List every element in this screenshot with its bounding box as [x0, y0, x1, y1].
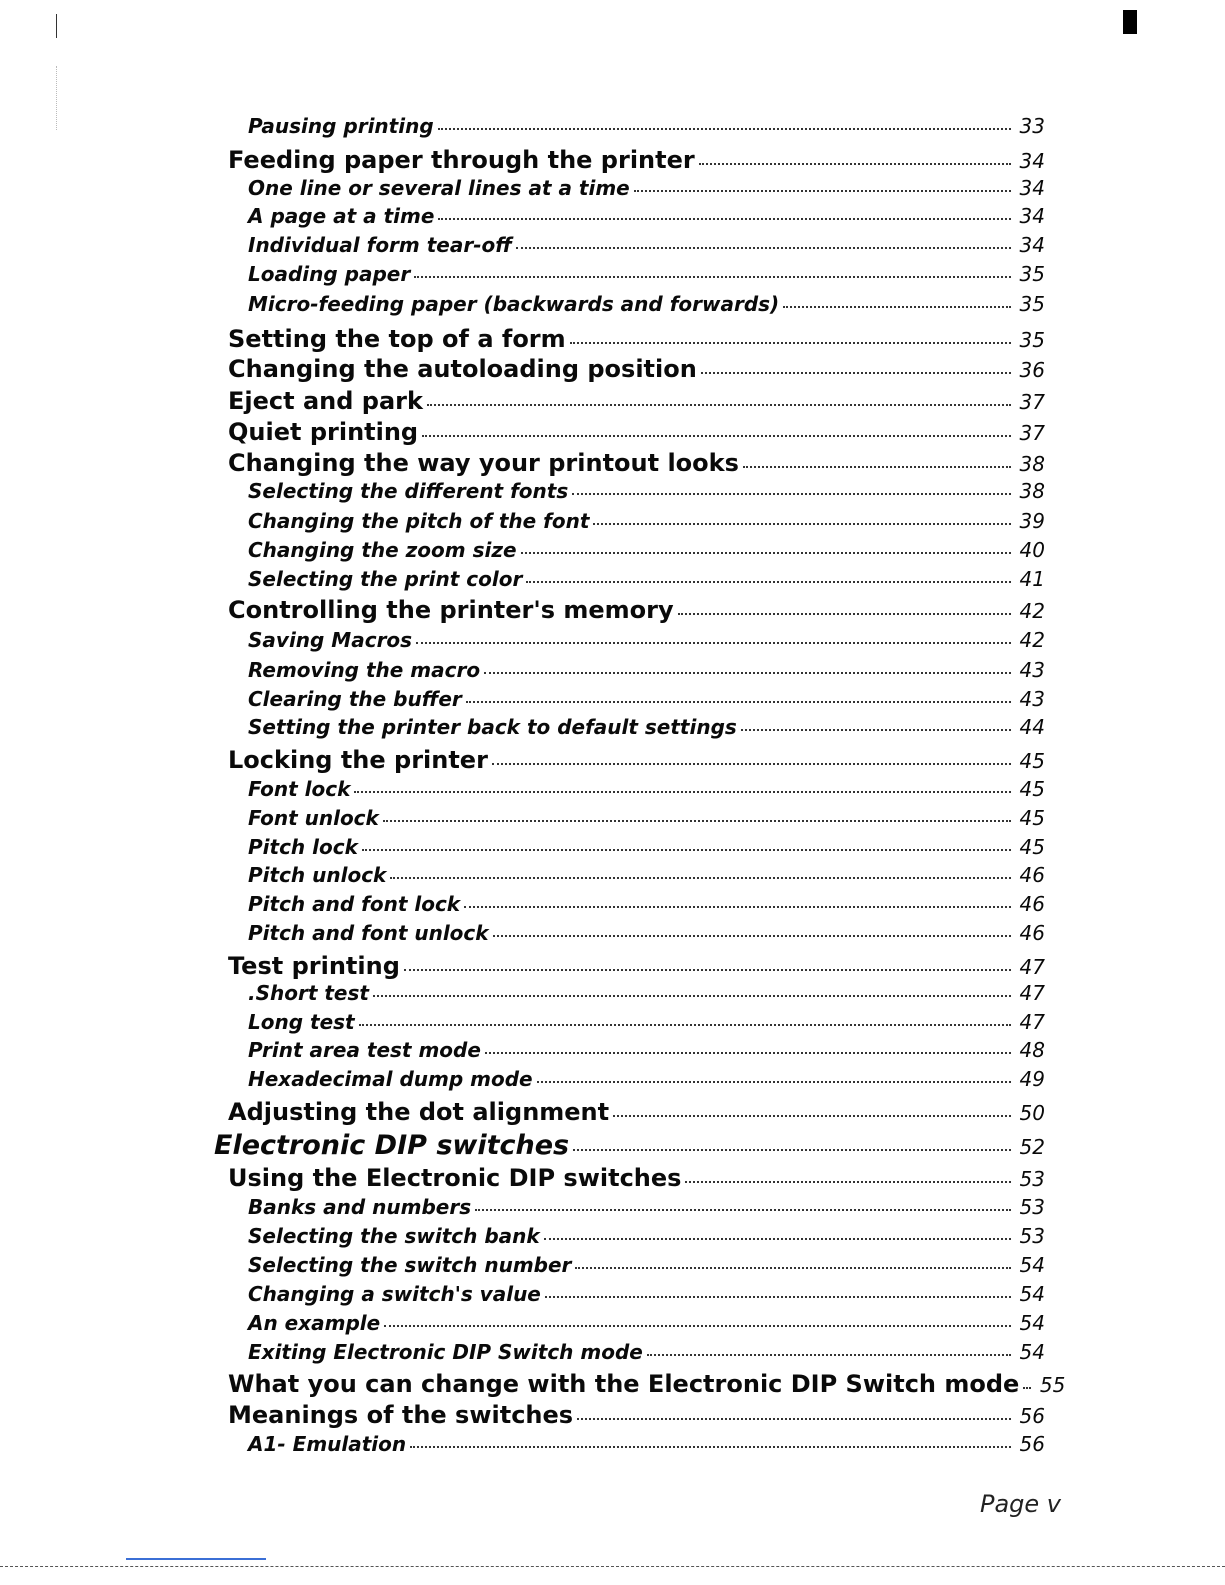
- toc-entry-title: Micro-feeding paper (backwards and forwards): [248, 292, 780, 316]
- toc-entry-title: Electronic DIP switches: [214, 1130, 570, 1161]
- toc-leader-dots: [414, 276, 1011, 278]
- toc-entry: [248, 567, 1045, 591]
- toc-entry: [248, 658, 1045, 682]
- toc-leader-dots: [383, 820, 1011, 822]
- toc-entry-page: 54: [1019, 1311, 1045, 1335]
- toc-leader-dots: [422, 435, 1011, 437]
- toc-entry-page: 56: [1019, 1404, 1045, 1428]
- toc-entry: [248, 538, 1045, 562]
- toc-entry: [248, 835, 1045, 859]
- toc-leader-dots: [416, 642, 1011, 644]
- toc-leader-dots: [545, 1296, 1011, 1298]
- toc-entry: [248, 1010, 1045, 1034]
- toc-leader-dots: [516, 247, 1011, 249]
- toc-entry-title: Adjusting the dot alignment: [228, 1098, 610, 1126]
- toc-entry-page: 33: [1019, 114, 1045, 138]
- toc-leader-dots: [741, 729, 1011, 731]
- toc-entry: [228, 355, 1045, 383]
- toc-entry: [248, 715, 1045, 739]
- toc-entry: [228, 449, 1045, 477]
- toc-entry-title: Changing the autoloading position: [228, 355, 697, 383]
- toc-entry-title: Pitch and font lock: [248, 892, 461, 916]
- toc-leader-dots: [493, 935, 1011, 937]
- toc-entry-title: A1- Emulation: [248, 1432, 407, 1456]
- toc-leader-dots: [373, 995, 1011, 997]
- toc-entry-title: Font lock: [248, 777, 351, 801]
- toc-entry: [248, 1038, 1045, 1062]
- toc-leader-dots: [685, 1181, 1011, 1183]
- toc-entry: [248, 233, 1045, 257]
- scan-edge-rule: [0, 1566, 1225, 1567]
- toc-entry-page: 42: [1019, 599, 1045, 623]
- toc-entry-title: Changing the zoom size: [248, 538, 517, 562]
- toc-entry: [248, 1253, 1045, 1277]
- toc-leader-dots: [577, 1418, 1011, 1420]
- toc-entry-title: Banks and numbers: [248, 1195, 472, 1219]
- toc-entry-title: .Short test: [248, 981, 369, 1005]
- toc-entry-title: One line or several lines at a time: [248, 176, 630, 200]
- toc-leader-dots: [570, 342, 1011, 344]
- toc-entry-page: 53: [1019, 1195, 1045, 1219]
- toc-entry-page: 37: [1019, 390, 1045, 414]
- toc-leader-dots: [544, 1238, 1011, 1240]
- toc-leader-dots: [354, 791, 1011, 793]
- toc-leader-dots: [466, 701, 1011, 703]
- toc-leader-dots: [537, 1081, 1011, 1083]
- toc-entry-title: Controlling the printer's memory: [228, 596, 674, 624]
- toc-entry-page: 46: [1019, 892, 1045, 916]
- corner-registration-mark: [1123, 10, 1137, 34]
- toc-leader-dots: [647, 1354, 1011, 1356]
- toc-entry: [228, 1164, 1045, 1192]
- toc-leader-dots: [1023, 1387, 1031, 1389]
- toc-entry-page: 45: [1019, 777, 1045, 801]
- toc-leader-dots: [484, 672, 1011, 674]
- toc-entry: [228, 387, 1045, 415]
- toc-leader-dots: [699, 163, 1011, 165]
- toc-entry: [248, 292, 1045, 316]
- toc-entry-title: Using the Electronic DIP switches: [228, 1164, 682, 1192]
- toc-entry: [228, 418, 1045, 446]
- toc-entry-page: 41: [1019, 567, 1045, 591]
- toc-entry-page: 52: [1019, 1135, 1045, 1159]
- toc-entry-title: Pitch unlock: [248, 863, 387, 887]
- toc-entry: [228, 1370, 1066, 1398]
- toc-leader-dots: [438, 128, 1011, 130]
- toc-entry-title: Selecting the different fonts: [248, 479, 569, 503]
- toc-entry-page: 45: [1019, 806, 1045, 830]
- toc-entry-page: 34: [1019, 233, 1045, 257]
- toc-entry-page: 42: [1019, 628, 1045, 652]
- toc-entry-title: Locking the printer: [228, 746, 488, 774]
- toc-entry-title: Setting the printer back to default settings: [248, 715, 737, 739]
- toc-leader-dots: [575, 1267, 1011, 1269]
- toc-entry: [228, 146, 1045, 174]
- toc-leader-dots: [384, 1325, 1011, 1327]
- toc-entry-page: 35: [1019, 262, 1045, 286]
- toc-entry: [228, 1098, 1045, 1126]
- toc-entry-page: 38: [1019, 452, 1045, 476]
- toc-entry-page: 35: [1019, 292, 1045, 316]
- toc-entry: [248, 1432, 1045, 1456]
- toc-entry-title: Setting the top of a form: [228, 325, 566, 353]
- toc-entry: [248, 981, 1045, 1005]
- toc-entry: [248, 176, 1045, 200]
- toc-entry-title: Clearing the buffer: [248, 687, 462, 711]
- toc-entry-page: 54: [1019, 1340, 1045, 1364]
- toc-entry-page: 55: [1039, 1373, 1066, 1397]
- toc-entry-page: 38: [1019, 479, 1045, 503]
- toc-entry-page: 53: [1019, 1224, 1045, 1248]
- toc-leader-dots: [492, 763, 1011, 765]
- toc-leader-dots: [743, 466, 1011, 468]
- toc-entry-page: 50: [1019, 1101, 1045, 1125]
- toc-leader-dots: [404, 969, 1011, 971]
- toc-entry-page: 34: [1019, 176, 1045, 200]
- toc-entry: [248, 262, 1045, 286]
- toc-leader-dots: [464, 906, 1011, 908]
- toc-entry-title: Loading paper: [248, 262, 411, 286]
- toc-entry-title: Individual form tear-off: [248, 233, 512, 257]
- toc-entry-page: 40: [1019, 538, 1045, 562]
- toc-entry-title: Quiet printing: [228, 418, 419, 446]
- toc-entry-page: 46: [1019, 863, 1045, 887]
- toc-entry-page: 47: [1019, 1010, 1045, 1034]
- toc-entry-title: An example: [248, 1311, 381, 1335]
- toc-leader-dots: [438, 218, 1011, 220]
- toc-entry-title: What you can change with the Electronic DIP Switch mode: [228, 1370, 1020, 1398]
- toc-leader-dots: [427, 404, 1011, 406]
- binding-edge-line: [56, 14, 57, 38]
- toc-entry-page: 45: [1019, 749, 1045, 773]
- toc-leader-dots: [701, 372, 1011, 374]
- toc-entry: [248, 921, 1045, 945]
- toc-leader-dots: [783, 306, 1011, 308]
- toc-entry-page: 37: [1019, 421, 1045, 445]
- toc-entry: [248, 806, 1045, 830]
- toc-entry-title: Meanings of the switches: [228, 1401, 574, 1429]
- binding-edge-dots: [56, 66, 58, 130]
- toc-entry-page: 39: [1019, 509, 1045, 533]
- toc-entry-title: Test printing: [228, 952, 400, 980]
- toc-entry-title: Changing the way your printout looks: [228, 449, 739, 477]
- toc-entry: [248, 1067, 1045, 1091]
- toc-entry-page: 49: [1019, 1067, 1045, 1091]
- scan-edge-accent: [126, 1558, 266, 1560]
- toc-entry-page: 34: [1019, 149, 1045, 173]
- toc-entry-title: Selecting the switch bank: [248, 1224, 540, 1248]
- toc-entry: [248, 114, 1045, 138]
- toc-leader-dots: [485, 1052, 1011, 1054]
- toc-entry: [248, 1224, 1045, 1248]
- toc-leader-dots: [362, 849, 1011, 851]
- toc-entry: [248, 204, 1045, 228]
- toc-leader-dots: [572, 493, 1011, 495]
- toc-leader-dots: [410, 1446, 1011, 1448]
- toc-entry: [214, 1130, 1045, 1161]
- toc-entry: [248, 628, 1045, 652]
- toc-entry: [248, 687, 1045, 711]
- toc-entry: [248, 1340, 1045, 1364]
- toc-entry-title: Pausing printing: [248, 114, 434, 138]
- toc-leader-dots: [613, 1115, 1011, 1117]
- toc-entry: [228, 596, 1045, 624]
- toc-entry-page: 43: [1019, 658, 1045, 682]
- toc-entry: [248, 863, 1045, 887]
- toc-entry-title: Hexadecimal dump mode: [248, 1067, 533, 1091]
- toc-entry-title: Changing a switch's value: [248, 1282, 541, 1306]
- toc-leader-dots: [475, 1209, 1011, 1211]
- toc-entry-page: 47: [1019, 981, 1045, 1005]
- toc-leader-dots: [390, 877, 1011, 879]
- toc-entry-title: Feeding paper through the printer: [228, 146, 695, 174]
- toc-entry-title: Selecting the print color: [248, 567, 523, 591]
- toc-entry-title: Font unlock: [248, 806, 379, 830]
- toc-entry-title: Eject and park: [228, 387, 423, 415]
- toc-entry: [228, 746, 1045, 774]
- toc-entry-page: 43: [1019, 687, 1045, 711]
- toc-entry: [228, 325, 1045, 353]
- toc-leader-dots: [593, 523, 1011, 525]
- toc-entry-title: Removing the macro: [248, 658, 481, 682]
- toc-entry: [228, 952, 1045, 980]
- toc-entry-title: Changing the pitch of the font: [248, 509, 590, 533]
- toc-entry-page: 47: [1019, 955, 1045, 979]
- toc-leader-dots: [573, 1149, 1011, 1151]
- toc-entry-page: 34: [1019, 204, 1045, 228]
- toc-entry-page: 56: [1019, 1432, 1045, 1456]
- toc-leader-dots: [678, 613, 1011, 615]
- toc-entry-page: 53: [1019, 1167, 1045, 1191]
- toc-entry: [248, 1311, 1045, 1335]
- page-number-footer: Page v: [980, 1490, 1062, 1518]
- toc-entry: [248, 509, 1045, 533]
- toc-entry-page: 44: [1019, 715, 1045, 739]
- toc-entry: [248, 1282, 1045, 1306]
- toc-entry: [248, 777, 1045, 801]
- toc-entry-title: Pitch lock: [248, 835, 358, 859]
- toc-entry: [248, 1195, 1045, 1219]
- toc-entry-page: 45: [1019, 835, 1045, 859]
- toc-entry-title: A page at a time: [248, 204, 435, 228]
- toc-entry-title: Saving Macros: [248, 628, 413, 652]
- toc-entry-title: Exiting Electronic DIP Switch mode: [248, 1340, 643, 1364]
- toc-leader-dots: [359, 1024, 1011, 1026]
- toc-leader-dots: [634, 190, 1011, 192]
- toc-entry-title: Pitch and font unlock: [248, 921, 489, 945]
- toc-entry: [248, 892, 1045, 916]
- toc-entry-title: Print area test mode: [248, 1038, 481, 1062]
- toc-entry: [228, 1401, 1045, 1429]
- toc-entry-page: 35: [1019, 328, 1045, 352]
- toc-entry-title: Selecting the switch number: [248, 1253, 572, 1277]
- toc-entry-page: 36: [1019, 358, 1045, 382]
- toc-entry-page: 54: [1019, 1282, 1045, 1306]
- toc-entry-page: 54: [1019, 1253, 1045, 1277]
- toc-entry: [248, 479, 1045, 503]
- toc-entry-page: 48: [1019, 1038, 1045, 1062]
- toc-leader-dots: [526, 581, 1011, 583]
- toc-entry-title: Long test: [248, 1010, 355, 1034]
- toc-leader-dots: [521, 552, 1011, 554]
- toc-entry-page: 46: [1019, 921, 1045, 945]
